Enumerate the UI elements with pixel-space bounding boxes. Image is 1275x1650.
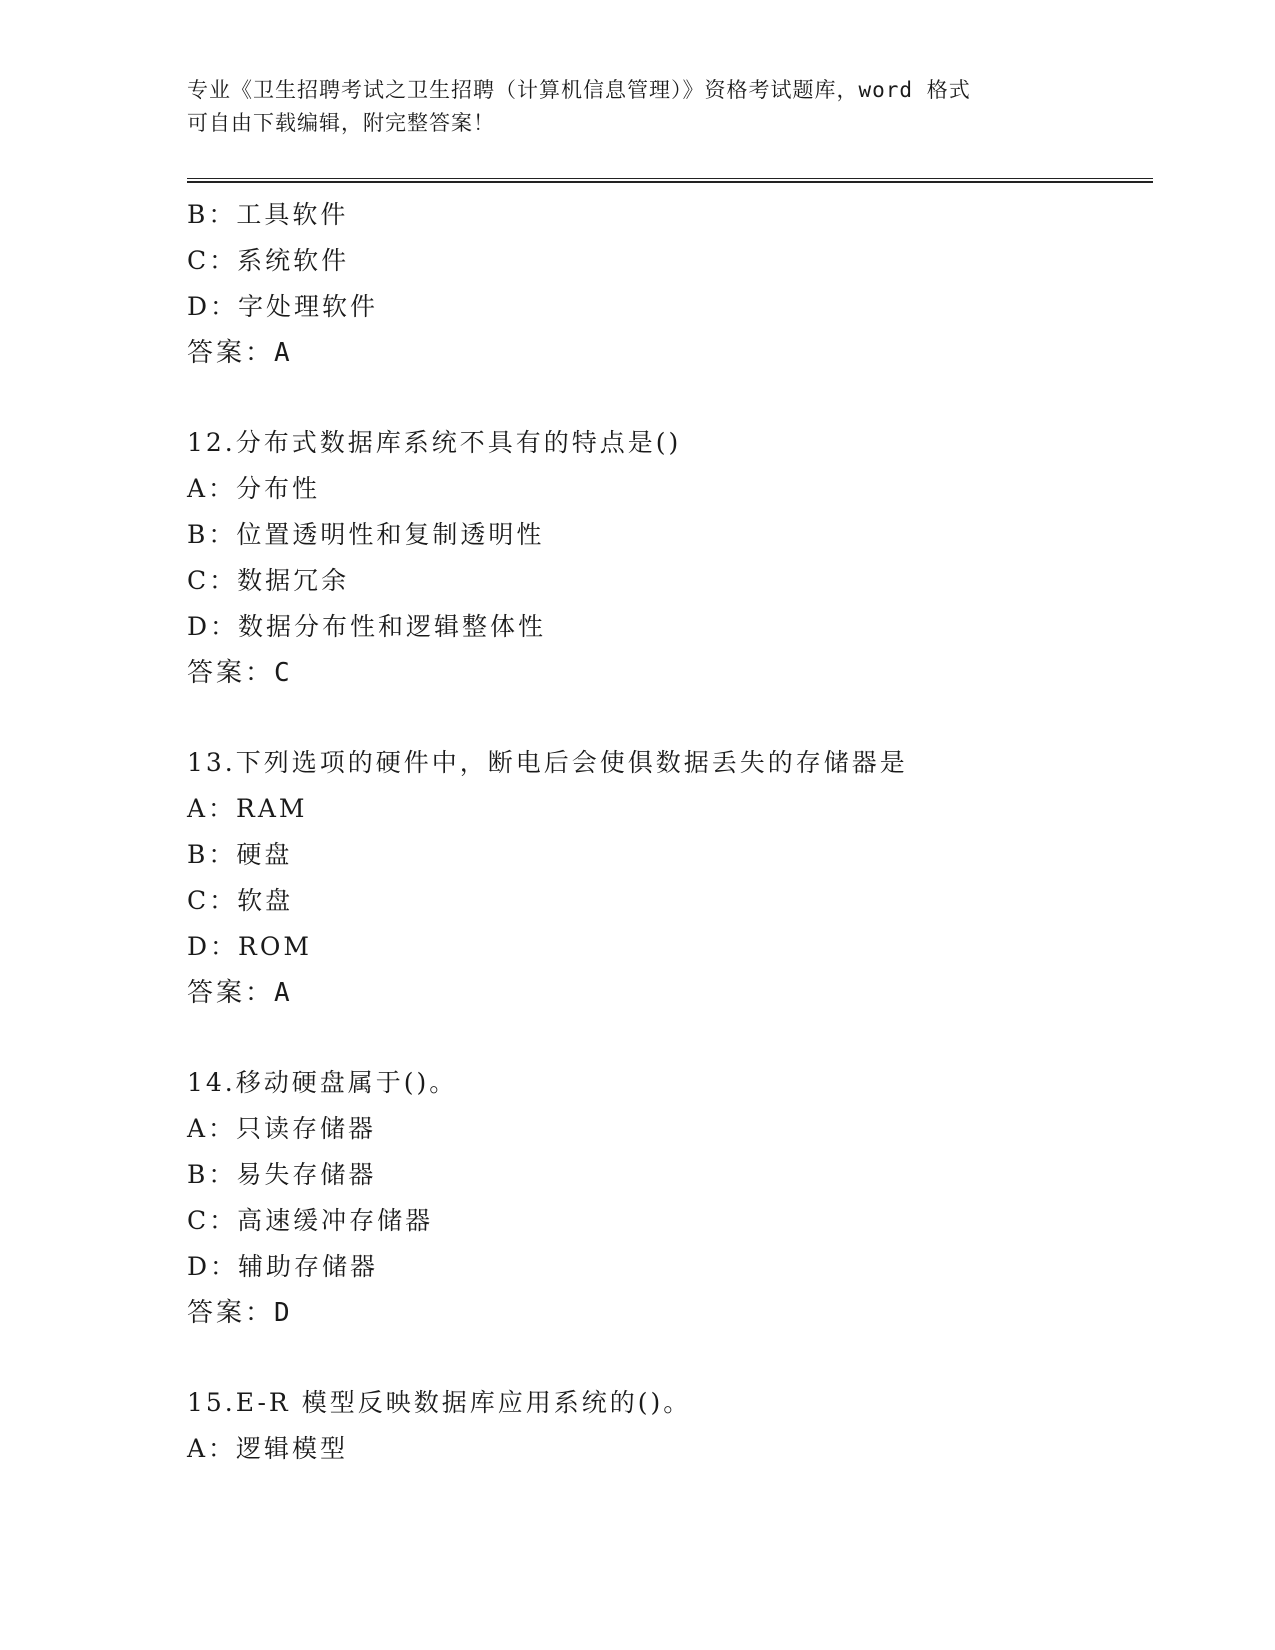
question-15 xyxy=(187,1380,1153,1472)
option-c: C：高速缓冲存储器 xyxy=(187,1206,434,1235)
answer-label: 答案： xyxy=(187,1298,275,1328)
answer-label: 答案： xyxy=(187,978,275,1008)
question-fragment xyxy=(187,192,1153,376)
question-12 xyxy=(187,420,1153,696)
option-c: C：系统软件 xyxy=(187,246,350,275)
option-d: D：字处理软件 xyxy=(187,292,379,321)
header-rule-thick xyxy=(187,181,1153,183)
document-header xyxy=(187,74,1067,140)
answer-value: A xyxy=(274,978,293,1008)
option-d: D：ROM xyxy=(187,932,312,961)
question-stem: 12.分布式数据库系统不具有的特点是() xyxy=(187,428,682,457)
option-b: B：位置透明性和复制透明性 xyxy=(187,520,545,549)
header-line-2: 可自由下载编辑，附完整答案！ xyxy=(187,111,495,135)
option-b: B：易失存储器 xyxy=(187,1160,377,1189)
header-line-1: 专业《卫生招聘考试之卫生招聘（计算机信息管理）》资格考试题库，word 格式 xyxy=(187,78,971,102)
question-list xyxy=(187,192,1153,1472)
answer-line xyxy=(187,330,1153,376)
answer-line xyxy=(187,650,1153,696)
answer-value: D xyxy=(274,1298,293,1328)
answer-label: 答案： xyxy=(187,338,275,368)
answer-value: A xyxy=(274,338,293,368)
question-13 xyxy=(187,740,1153,1016)
option-d: D：数据分布性和逻辑整体性 xyxy=(187,612,547,641)
answer-value: C xyxy=(274,658,293,688)
option-a: A：分布性 xyxy=(187,474,321,503)
option-c: C：软盘 xyxy=(187,886,294,915)
answer-label: 答案： xyxy=(187,658,275,688)
question-stem: 14.移动硬盘属于()。 xyxy=(187,1068,458,1097)
header-rule-thin xyxy=(187,178,1153,179)
option-a: A：只读存储器 xyxy=(187,1114,377,1143)
option-b: B：硬盘 xyxy=(187,840,293,869)
option-a: A：逻辑模型 xyxy=(187,1434,349,1463)
option-b: B：工具软件 xyxy=(187,200,349,229)
question-14 xyxy=(187,1060,1153,1336)
option-c: C：数据冗余 xyxy=(187,566,350,595)
option-d: D：辅助存储器 xyxy=(187,1252,379,1281)
answer-line xyxy=(187,1290,1153,1336)
option-a: A：RAM xyxy=(187,794,308,823)
question-stem: 13.下列选项的硬件中，断电后会使俱数据丢失的存储器是 xyxy=(187,748,908,777)
question-stem: 15.E-R 模型反映数据库应用系统的()。 xyxy=(187,1388,692,1417)
answer-line xyxy=(187,970,1153,1016)
